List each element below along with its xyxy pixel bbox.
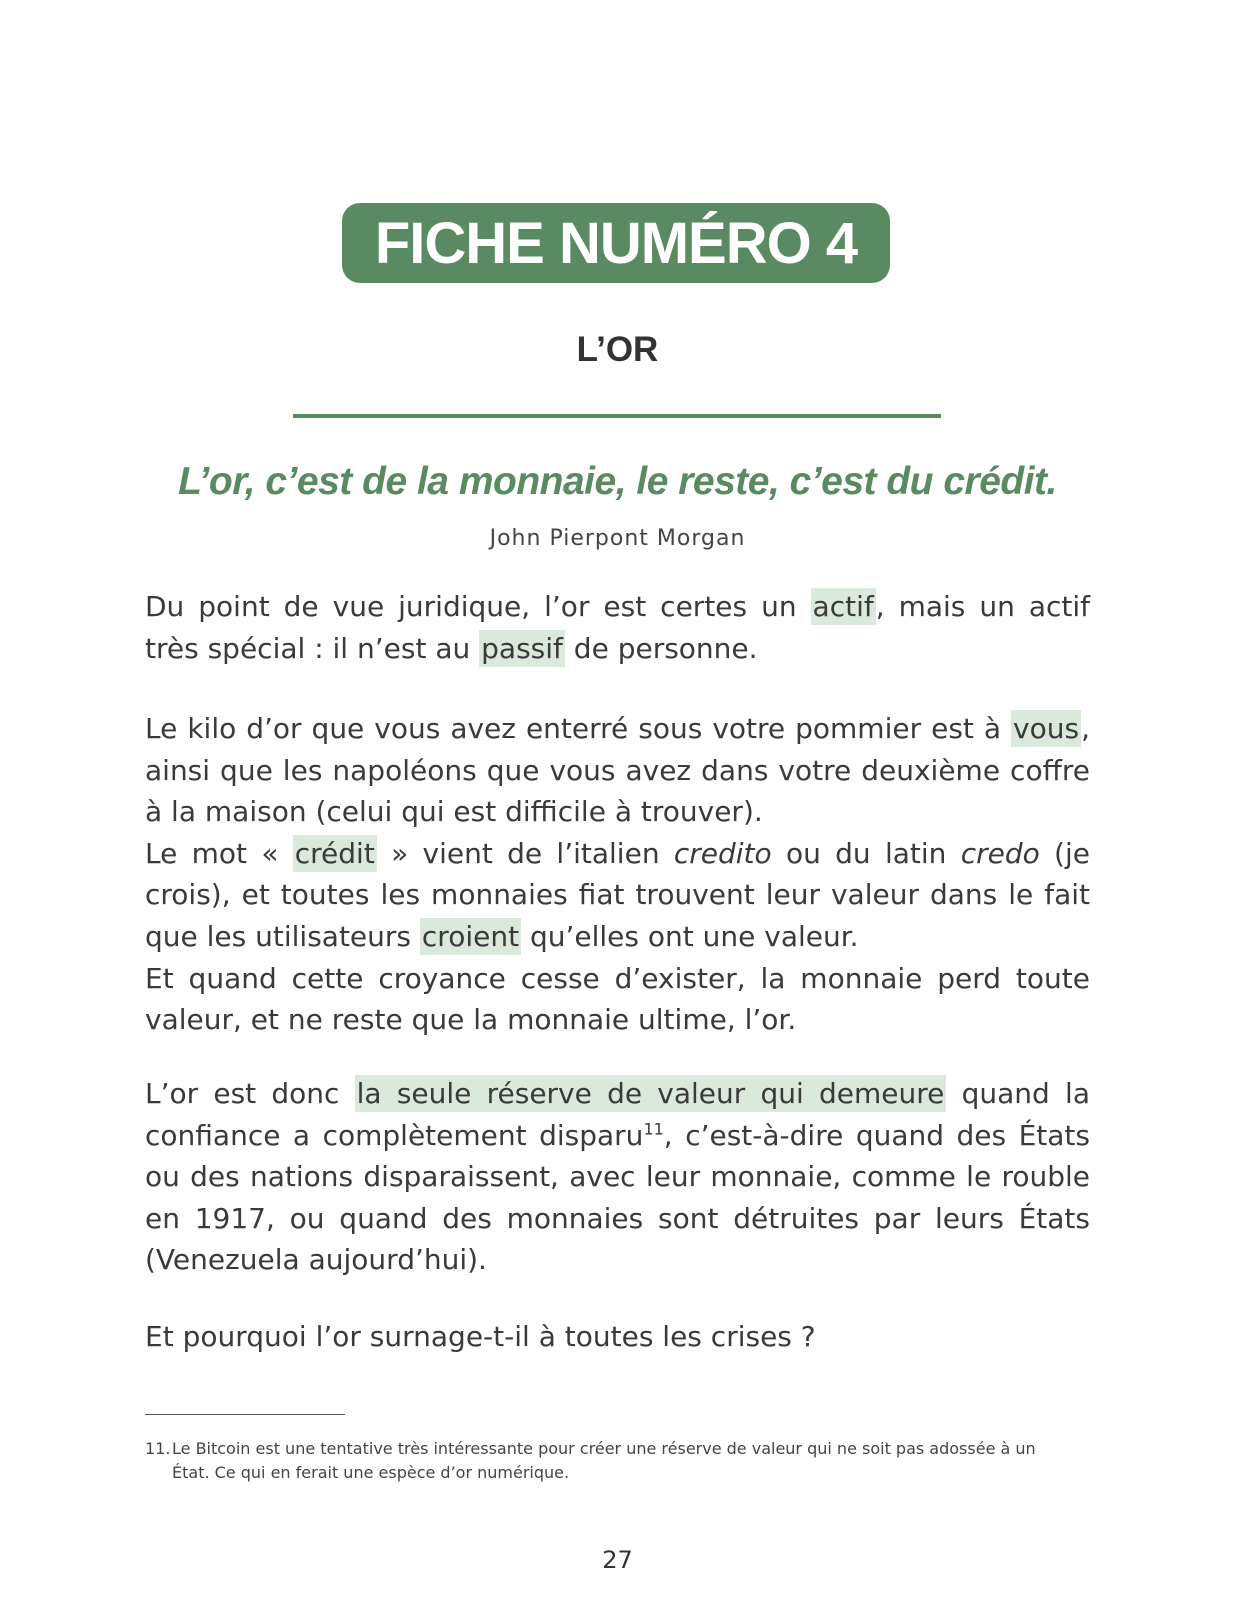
- text-run: , ainsi que les napoléons que vous avez dans votre deuxième coffre à la maison (celui qui est difficile à trouver).: [145, 712, 1090, 829]
- highlight-actif: actif: [812, 590, 874, 623]
- paragraph-2: [145, 708, 1090, 833]
- page-number: 27: [602, 1546, 633, 1574]
- text-run: quand la confiance a complètement disparu: [145, 1077, 1090, 1152]
- highlight-reserve-de-valeur: la seule réserve de valeur qui demeure: [356, 1077, 945, 1110]
- text-run: Du point de vue juridique, l’or est certes un: [145, 590, 811, 623]
- highlight-credit: crédit: [294, 836, 375, 870]
- highlight-croient: croient: [421, 919, 520, 953]
- highlight-vous: vous: [1013, 712, 1080, 745]
- text-run: qu’elles ont une valeur.: [521, 919, 859, 953]
- text-run: de personne.: [564, 631, 758, 665]
- italic-credito: credito: [673, 836, 772, 870]
- paragraph-6: [145, 1316, 1090, 1358]
- fiche-badge: [342, 203, 890, 283]
- text-run: » vient de l’italien: [376, 836, 674, 870]
- footnote-divider: [145, 1414, 345, 1415]
- paragraph-4: [145, 958, 1090, 1041]
- footnote-text: Le Bitcoin est une tentative très intéressante pour créer une réserve de valeur qui ne soit pas adossée à un État. Ce qui en ferait une espèce d’or numérique.: [172, 1439, 1036, 1482]
- footnote-number: 11.: [145, 1439, 171, 1458]
- epigraph-author: John Pierpont Morgan: [489, 526, 746, 551]
- body-text-block-2: [145, 708, 1090, 1041]
- paragraph-5: [145, 1073, 1090, 1281]
- body-text: [145, 586, 1090, 669]
- title-divider: [293, 414, 941, 418]
- text-run: L’or est donc: [145, 1077, 355, 1110]
- epigraph-quote: L’or, c’est de la monnaie, le reste, c’est du crédit.: [178, 460, 1057, 503]
- text-run: ou du latin: [771, 836, 961, 870]
- paragraph-3: [145, 833, 1090, 958]
- text-run: (je crois), et toutes les monnaies fiat trouvent leur valeur dans le fait que les utilisateurs: [145, 836, 1090, 953]
- text-run: Et pourquoi l’or surnage-t-il à toutes les crises ?: [145, 1320, 816, 1353]
- footnote: [145, 1437, 1065, 1485]
- chapter-subtitle: L’OR: [576, 330, 659, 369]
- fiche-badge-label: FICHE NUMÉRO 4: [374, 210, 858, 276]
- footnote-ref[interactable]: 11: [643, 1119, 664, 1139]
- text-run: Le mot «: [145, 836, 293, 870]
- body-text-block-3: [145, 1073, 1090, 1281]
- text-run: , c’est-à-dire quand des États ou des nations disparaissent, avec leur monnaie, comme le rouble en 1917, ou quand des monnaies sont détruites par leurs États (Venezuela aujourd’hui).: [145, 1118, 1091, 1277]
- text-run: Et quand cette croyance cesse d’exister, la monnaie perd toute valeur, et ne reste que la monnaie ultime, l’or.: [145, 961, 1090, 1037]
- text-run: , mais un actif très spécial : il n’est au: [145, 590, 1090, 665]
- body-text-block-4: [145, 1316, 1090, 1358]
- italic-credo: credo: [960, 836, 1040, 870]
- paragraph-1: [145, 586, 1090, 669]
- highlight-passif: passif: [481, 631, 563, 665]
- text-run: Le kilo d’or que vous avez enterré sous votre pommier est à: [145, 712, 1012, 745]
